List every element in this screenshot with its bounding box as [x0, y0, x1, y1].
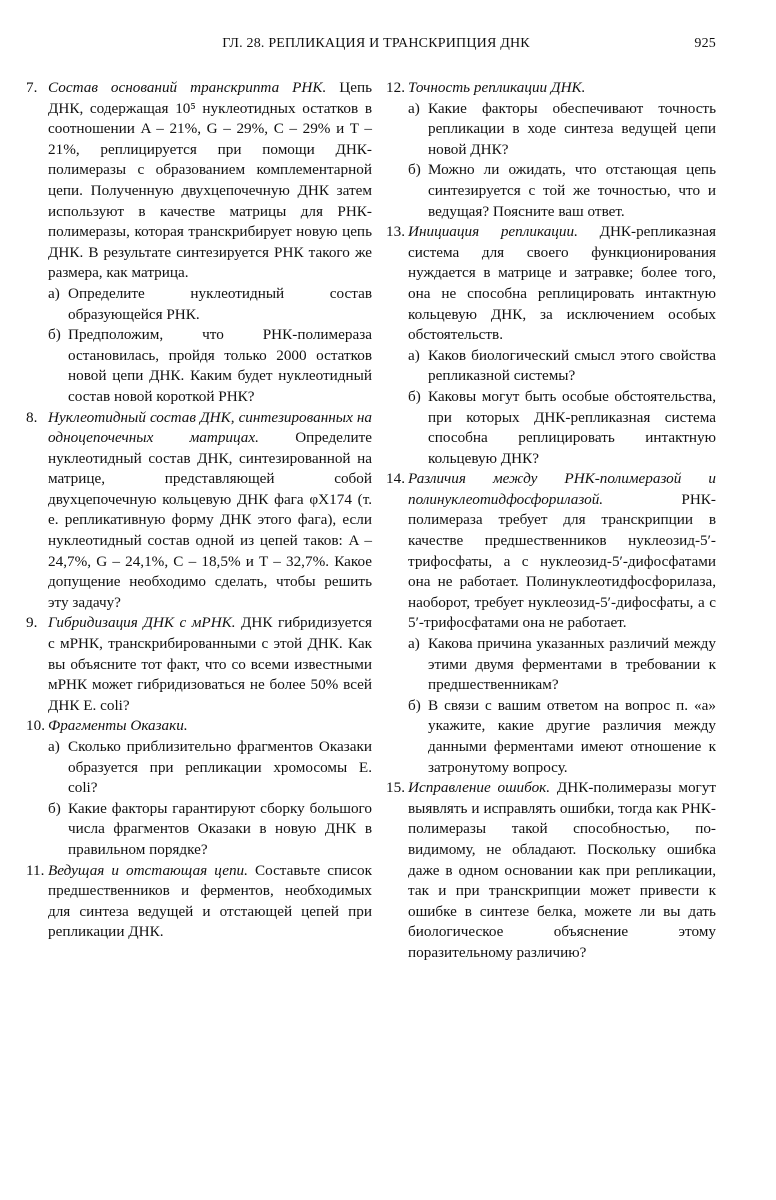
problem-number: 9. — [26, 614, 38, 632]
problem-12 — [386, 78, 716, 222]
problem-number: 7. — [26, 79, 38, 96]
problem-number: 10. — [26, 717, 45, 735]
problem-text: ДНК гибридизуется с мРНК, транскрибированными с этой ДНК. Как вы объясните тот факт, что со всеми известными мРНК может гибридизоваться не более 50% всей ДНК E. coli? — [48, 614, 372, 714]
problem-number: 11. — [26, 861, 45, 879]
subquestion-text: Какие факторы обеспечивают точность репликации в ходе синтеза ведущей цепи новой ДНК? — [428, 99, 716, 158]
problem-title: Гибридизация ДНК с мРНК. — [48, 614, 236, 632]
subquestion-letter: б) — [48, 799, 61, 817]
problem-title: Точность репликации ДНК. — [408, 79, 586, 96]
subquestion-letter: б) — [408, 161, 421, 179]
subquestion-text: Какие факторы гарантируют сборку большого числа фрагментов Оказаки в новую ДНК в правильном порядке? — [68, 799, 372, 858]
subquestion-letter: б) — [48, 326, 61, 344]
problem-10 — [26, 716, 372, 860]
subquestion-letter: а) — [48, 284, 60, 302]
problem-text: Составьте список предшественников и ферментов, необходимых для синтеза ведущей и отстающей цепей при репликации ДНК. — [48, 861, 372, 941]
subquestion — [408, 99, 716, 161]
problem-8 — [26, 408, 372, 614]
problem-9 — [26, 613, 372, 716]
subquestion — [48, 737, 372, 799]
subquestion — [408, 346, 716, 387]
problem-number: 8. — [26, 408, 38, 426]
problem-number: 15. — [386, 779, 405, 797]
subquestion — [408, 696, 716, 778]
page-number: 925 — [694, 36, 716, 51]
subquestion — [48, 325, 372, 407]
right-column — [386, 78, 716, 964]
subquestion-letter: а) — [48, 738, 60, 755]
problem-title: Состав оснований транскрипта РНК. — [48, 79, 327, 96]
left-column — [26, 78, 372, 943]
subquestion — [48, 284, 372, 325]
problem-number: 14. — [386, 470, 405, 488]
subquestion-text: Каков биологический смысл этого свойства репликазной системы? — [428, 346, 716, 385]
problem-13 — [386, 222, 716, 469]
problem-text: РНК-полимераза требует для транскрипции в качестве предшественников нуклеозид-5′-трифосфаты, а с нуклеозид-5′-дифосфатами она не работает. Полинуклеотидфосфорилаза, наоборот, требует нуклеозид-5′-дифосфаты, а с 5′-трифосфатами она не работает. — [408, 490, 716, 632]
problem-number: 12. — [386, 79, 405, 96]
subquestion-text: Предположим, что РНК-полимераза остановилась, пройдя только 2000 остатков новой цепи ДНК. Каким будет нуклеотидный состав новой короткой РНК? — [68, 326, 372, 405]
subquestion — [408, 160, 716, 222]
problem-number: 13. — [386, 223, 405, 241]
problem-title: Исправление ошибок. — [408, 779, 551, 797]
subquestion-text: Какова причина указанных различий между этими двумя ферментами в требовании к предшественникам? — [428, 635, 716, 694]
problem-title: Фрагменты Оказаки. — [48, 717, 188, 735]
subquestion-letter: а) — [408, 346, 420, 364]
problem-title: Нуклеотидный состав ДНК, синтезированных на одноцепочечных матрицах. — [48, 408, 372, 447]
subquestion — [48, 799, 372, 861]
subquestion-text: Сколько приблизительно фрагментов Оказаки образуется при репликации хромосомы E. coli? — [68, 738, 372, 797]
subquestion-letter: а) — [408, 99, 420, 117]
subquestion-text: Каковы могут быть особые обстоятельства, при которых ДНК-репликазная система способна реплицировать интактную кольцевую ДНК? — [428, 387, 716, 467]
running-title: ГЛ. 28. РЕПЛИКАЦИЯ И ТРАНСКРИПЦИЯ ДНК — [222, 36, 530, 51]
problem-title: Ведущая и отстающая цепи. — [48, 861, 248, 879]
problem-title: Различия между РНК-полимеразой и полинуклеотидфосфорилазой. — [408, 470, 716, 508]
subquestion-text: Определите нуклеотидный состав образующейся РНК. — [68, 284, 372, 323]
problem-7 — [26, 78, 372, 408]
problem-15 — [386, 778, 716, 963]
problem-text: Цепь ДНК, содержащая 10⁵ нуклеотидных остатков в соотношении A – 21%, G – 29%, C – 29% и T – 21%, реплицируется при помощи ДНК-полимеразы с образованием комплементарной цепи. Полученную двухцепочечную ДНК затем используют в качестве матрицы для РНК-полимеразы, которая транскрибирует новую цепь ДНК. В результате синтезируется РНК такого же размера, как матрица. — [48, 79, 372, 282]
subquestion-letter: б) — [408, 696, 421, 714]
problem-title: Инициация репликации. — [408, 223, 578, 241]
problem-11 — [26, 861, 372, 943]
subquestion — [408, 634, 716, 696]
subquestion-letter: б) — [408, 387, 421, 405]
subquestion-letter: а) — [408, 635, 420, 653]
subquestion — [408, 387, 716, 469]
problem-14 — [386, 469, 716, 778]
subquestion-text: В связи с вашим ответом на вопрос п. «а» укажите, какие другие различия между данными ферментами имеют отношение к затронутому вопросу. — [428, 696, 716, 776]
problem-text: ДНК-репликазная система для своего функционирования нуждается в матрице и затравке; более того, она не способна реплицировать интактную кольцевую ДНК, за исключением особых обстоятельств. — [408, 223, 717, 344]
problem-text: Определите нуклеотидный состав ДНК, синтезированной на матрице, представляющей собой двухцепочечную кольцевую ДНК фага φX174 (т. е. репликативную форму ДНК этого фага), если нуклеотидный состав одной из цепей таков: A – 24,7%, G – 24,1%, C – 18,5% и T – 32,7%. Какое допущение необходимо сделать, чтобы решить эту задачу? — [48, 429, 373, 611]
problem-text: ДНК-полимеразы могут выявлять и исправлять ошибки, тогда как РНК-полимеразы такой способностью, по-видимому, не обладают. Поскольку ошибка даже в одном основании как при репликации, так и при транскрипции может привести к ошибке в синтезе белка, можете ли вы дать биологическое объяснение этому поразительному различию? — [408, 779, 717, 961]
subquestion-text: Можно ли ожидать, что отстающая цепь синтезируется с той же точностью, что и ведущая? Поясните ваш ответ. — [428, 161, 716, 220]
page-header — [36, 36, 716, 56]
